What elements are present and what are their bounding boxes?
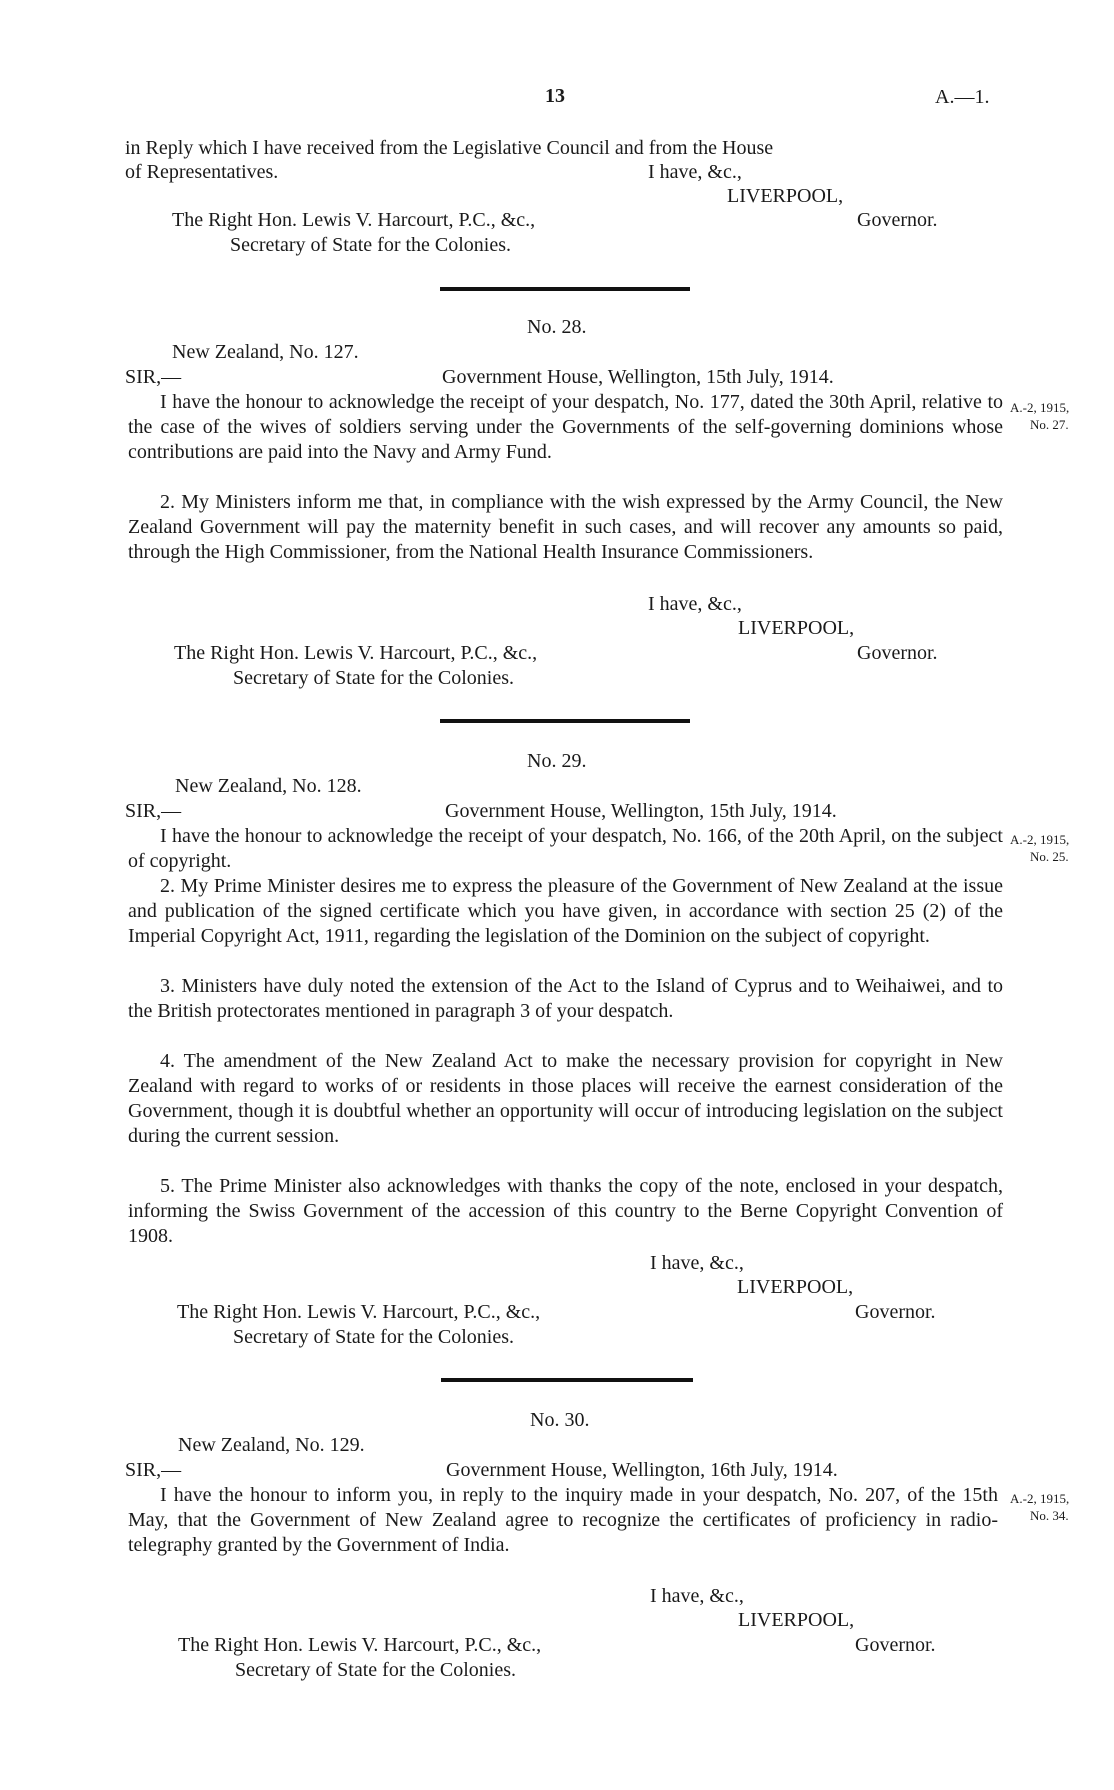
margin-note-line: No. 25.	[1030, 849, 1069, 864]
salutation: SIR,—	[125, 800, 182, 822]
paragraph: 3. Ministers have duly noted the extension of the Act to the Island of Cyprus and to Weihaiwei, and to the British protectorates mentioned in paragraph 3 of your despatch.	[128, 975, 1003, 1022]
intro-addressee-title: Secretary of State for the Colonies.	[230, 234, 512, 256]
nz-reference: New Zealand, No. 129.	[178, 1434, 365, 1456]
addressee: The Right Hon. Lewis V. Harcourt, P.C., &c.,	[177, 1301, 541, 1323]
section-divider	[441, 1378, 693, 1382]
paragraph: 5. The Prime Minister also acknowledges with thanks the copy of the note, enclosed in your despatch, informing the Swiss Government of the accession of this country to the Berne Copyright Convention of 1908.	[128, 1175, 1003, 1247]
i-have: I have, &c.,	[650, 1585, 744, 1607]
addressee: The Right Hon. Lewis V. Harcourt, P.C., &c.,	[174, 642, 538, 664]
margin-note-line: No. 34.	[1030, 1508, 1069, 1523]
paragraph: I have the honour to inform you, in reply to the inquiry made in your despatch, No. 207, of the 15th May, that the Government of New Zealand agree to recognize the certificates of proficiency in radio-telegraphy granted by the Government of India.	[128, 1484, 998, 1556]
intro-addressee: The Right Hon. Lewis V. Harcourt, P.C., &c.,	[172, 209, 536, 231]
governor: Governor.	[857, 642, 938, 664]
addressee-title: Secretary of State for the Colonies.	[235, 1659, 517, 1681]
intro-signature: LIVERPOOL,	[727, 185, 844, 207]
signature: LIVERPOOL,	[738, 617, 855, 639]
despatch-number: No. 28.	[527, 316, 587, 338]
governor: Governor.	[855, 1634, 936, 1656]
addressee: The Right Hon. Lewis V. Harcourt, P.C., &c.,	[178, 1634, 542, 1656]
nz-reference: New Zealand, No. 128.	[175, 775, 362, 797]
addressee-title: Secretary of State for the Colonies.	[233, 667, 515, 689]
signature: LIVERPOOL,	[737, 1276, 854, 1298]
place-date: Government House, Wellington, 15th July, 1914.	[445, 800, 837, 822]
section-divider	[440, 287, 690, 291]
despatch-number: No. 30.	[530, 1409, 590, 1431]
section-divider	[440, 719, 690, 723]
margin-note-line: A.-2, 1915,	[1010, 1491, 1070, 1506]
intro-line-2: of Representatives.	[125, 161, 279, 183]
document-reference: A.—1.	[935, 86, 990, 108]
margin-note-line: A.-2, 1915,	[1010, 832, 1070, 847]
place-date: Government House, Wellington, 15th July, 1914.	[442, 366, 834, 388]
place-date: Government House, Wellington, 16th July, 1914.	[446, 1459, 838, 1481]
intro-i-have: I have, &c.,	[648, 161, 742, 183]
margin-note-line: A.-2, 1915,	[1010, 400, 1070, 415]
i-have: I have, &c.,	[648, 593, 742, 615]
page-number: 13	[545, 85, 565, 107]
paragraph: 2. My Ministers inform me that, in compliance with the wish expressed by the Army Council, the New Zealand Government will pay the maternity benefit in such cases, and will recover any amounts so paid, through the High Commissioner, from the National Health Insurance Commissioners.	[128, 491, 1003, 563]
signature: LIVERPOOL,	[738, 1609, 855, 1631]
despatch-number: No. 29.	[527, 750, 587, 772]
paragraph: I have the honour to acknowledge the receipt of your despatch, No. 166, of the 20th April, on the subject of copyright.	[128, 825, 1003, 872]
addressee-title: Secretary of State for the Colonies.	[233, 1326, 515, 1348]
nz-reference: New Zealand, No. 127.	[172, 341, 359, 363]
paragraph: I have the honour to acknowledge the receipt of your despatch, No. 177, dated the 30th April, relative to the case of the wives of soldiers serving under the Governments of the self-governing dominions whose contributions are paid into the Navy and Army Fund.	[128, 391, 1003, 463]
governor: Governor.	[855, 1301, 936, 1323]
paragraph: 4. The amendment of the New Zealand Act to make the necessary provision for copyright in New Zealand with regard to works of or residents in those places will receive the earnest consideration of the Government, though it is doubtful whether an opportunity will occur of introducing legislation on the subject during the current session.	[128, 1050, 1003, 1147]
margin-note-line: No. 27.	[1030, 417, 1069, 432]
paragraph: 2. My Prime Minister desires me to express the pleasure of the Government of New Zealand at the issue and publication of the signed certificate which you have given, in accordance with section 25 (2) of the Imperial Copyright Act, 1911, regarding the legislation of the Dominion on the subject of copyright.	[128, 875, 1003, 947]
intro-line-1: in Reply which I have received from the Legislative Council and from the House	[125, 137, 774, 159]
intro-governor: Governor.	[857, 209, 938, 231]
salutation: SIR,—	[125, 366, 182, 388]
i-have: I have, &c.,	[650, 1252, 744, 1274]
salutation: SIR,—	[125, 1459, 182, 1481]
